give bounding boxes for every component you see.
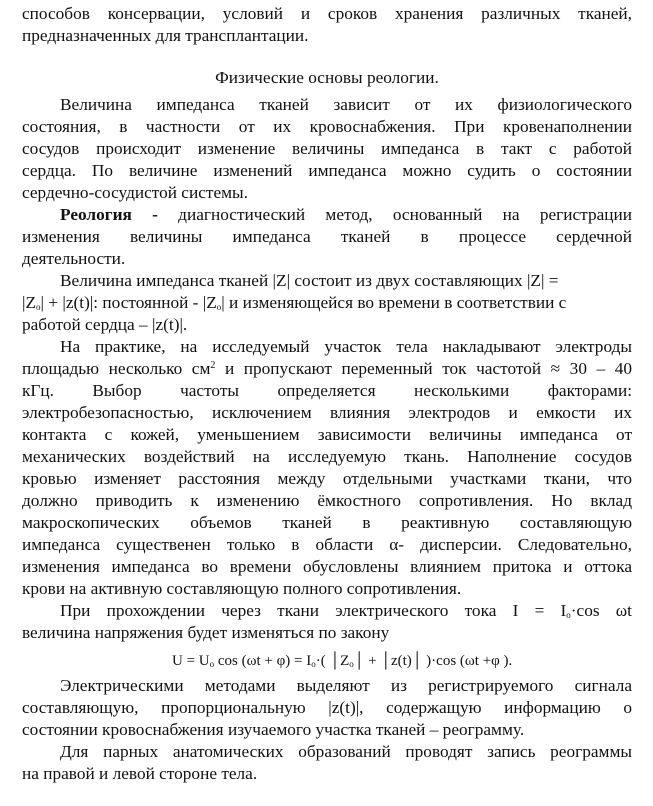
text-line <box>22 292 632 314</box>
text-line <box>22 424 632 446</box>
text-line <box>22 534 632 556</box>
text-segment: │ + │z(t)│ )·cos (ωt +φ ). <box>353 653 513 669</box>
text-segment: и пропускают переменный ток частотой ≈ 30 – 40 <box>215 359 632 378</box>
text-segment: должно приводить к изменению ёмкостного сопротивления. Но вклад <box>22 491 632 510</box>
text-line <box>22 600 632 622</box>
text-segment: Величина импеданса тканей |Z| состоит из двух составляющих |Z| = <box>60 271 559 290</box>
text-segment: | + |z(t)|: постоянной - |Z <box>40 293 217 312</box>
text-segment: кровью изменяет расстояния между отдельными участками ткани, что <box>22 469 632 488</box>
text-segment: ·cos ωt <box>570 601 632 620</box>
text-line <box>22 763 632 785</box>
text-line <box>22 182 632 204</box>
subscript: o <box>216 302 222 312</box>
spacer <box>22 47 632 67</box>
text-segment: При прохождении через ткани электрического тока I = I <box>60 601 567 620</box>
text-line <box>22 336 632 358</box>
text-segment: Физические основы реологии. <box>215 68 439 87</box>
text-segment: деятельности. <box>22 249 126 268</box>
text-line <box>22 741 632 763</box>
text-segment: На практике, на исследуемый участок тела накладывают электроды <box>60 337 632 356</box>
text-segment: состояния, в частности от их кровоснабжения. При кровенаполнении <box>22 117 632 136</box>
text-segment: ·( │Z <box>315 653 350 669</box>
text-segment: макроскопических объемов тканей в реактивную составляющую <box>22 513 632 532</box>
text-line <box>22 675 632 697</box>
text-line <box>22 94 632 116</box>
text-segment: импеданса существенен только в области α- дисперсии. Следовательно, <box>22 535 632 554</box>
text-segment: на правой и левой стороне тела. <box>22 764 258 783</box>
subscript: o <box>36 302 41 312</box>
text-line <box>22 25 632 47</box>
text-segment: механических воздействий на исследуемую ткань. Наполнение сосудов <box>22 447 632 466</box>
bold-term: Реология - <box>60 205 158 224</box>
text-line <box>22 380 632 402</box>
text-segment: Для парных анатомических образований проводят запись реограммы <box>60 742 632 761</box>
text-line <box>22 446 632 468</box>
text-segment: крови на активную составляющую полного сопротивления. <box>22 579 462 598</box>
text-line <box>22 512 632 534</box>
text-line <box>22 314 632 336</box>
text-line <box>22 270 632 292</box>
text-line <box>22 697 632 719</box>
text-segment: состоянии кровоснабжения изучаемого участка тканей – реограмму. <box>22 720 525 739</box>
text-line <box>22 138 632 160</box>
text-line <box>22 204 632 226</box>
section-heading <box>22 67 632 94</box>
text-line <box>22 226 632 248</box>
text-line <box>22 402 632 424</box>
text-segment: величина напряжения будет изменяться по закону <box>22 623 390 642</box>
text-segment: контакта с кожей, уменьшением зависимости величины импеданса от <box>22 425 632 444</box>
text-line <box>22 490 632 512</box>
text-segment: сердца. По величине изменений импеданса можно судить о состоянии <box>22 161 632 180</box>
text-segment: способов консервации, условий и сроков хранения различных тканей, <box>22 4 632 23</box>
subscript: o <box>209 659 215 669</box>
text-segment: изменения величины импеданса тканей в процессе сердечной <box>22 227 632 246</box>
text-line <box>22 622 632 644</box>
text-segment: U = U <box>172 653 210 669</box>
text-segment: предназначенных для трансплантации. <box>22 26 309 45</box>
document-page <box>22 3 632 785</box>
text-segment: электробезопасностью, исключением влияния электродов и емкости их <box>22 403 632 422</box>
subscript: o <box>349 659 354 669</box>
text-line <box>22 578 632 600</box>
text-line <box>22 248 632 270</box>
text-line <box>22 556 632 578</box>
text-line <box>22 3 632 25</box>
text-line <box>22 719 632 741</box>
text-segment: работой сердца – |z(t)|. <box>22 315 188 334</box>
text-segment: Электрическими методами выделяют из регистрируемого сигнала <box>60 676 632 695</box>
formula-line <box>22 644 632 672</box>
text-segment: изменения импеданса во времени обусловлены влиянием притока и оттока <box>22 557 632 576</box>
text-segment: | и изменяющейся во времени в соответствии с <box>221 293 567 312</box>
subscript: o <box>566 610 571 620</box>
text-segment: диагностический метод, основанный на регистрации <box>157 205 632 224</box>
text-segment: сердечно-сосудистой системы. <box>22 183 248 202</box>
text-segment: cos (ωt + φ) = I <box>214 653 312 669</box>
text-line <box>22 468 632 490</box>
supscript: 2 <box>210 360 216 371</box>
text-line <box>22 160 632 182</box>
text-segment: составляющую, пропорциональную |z(t)|, содержащую информацию о <box>22 698 632 717</box>
text-segment: площадью несколько см <box>22 359 211 378</box>
text-segment: сосудов происходит изменение величины импеданса в такт с работой <box>22 139 632 158</box>
text-line <box>22 358 632 380</box>
text-segment: |Z <box>22 293 37 312</box>
text-segment: кГц. Выбор частоты определяется несколькими факторами: <box>22 381 632 400</box>
text-line <box>22 116 632 138</box>
subscript: o <box>311 659 316 669</box>
text-segment: Величина импеданса тканей зависит от их физиологического <box>60 95 632 114</box>
